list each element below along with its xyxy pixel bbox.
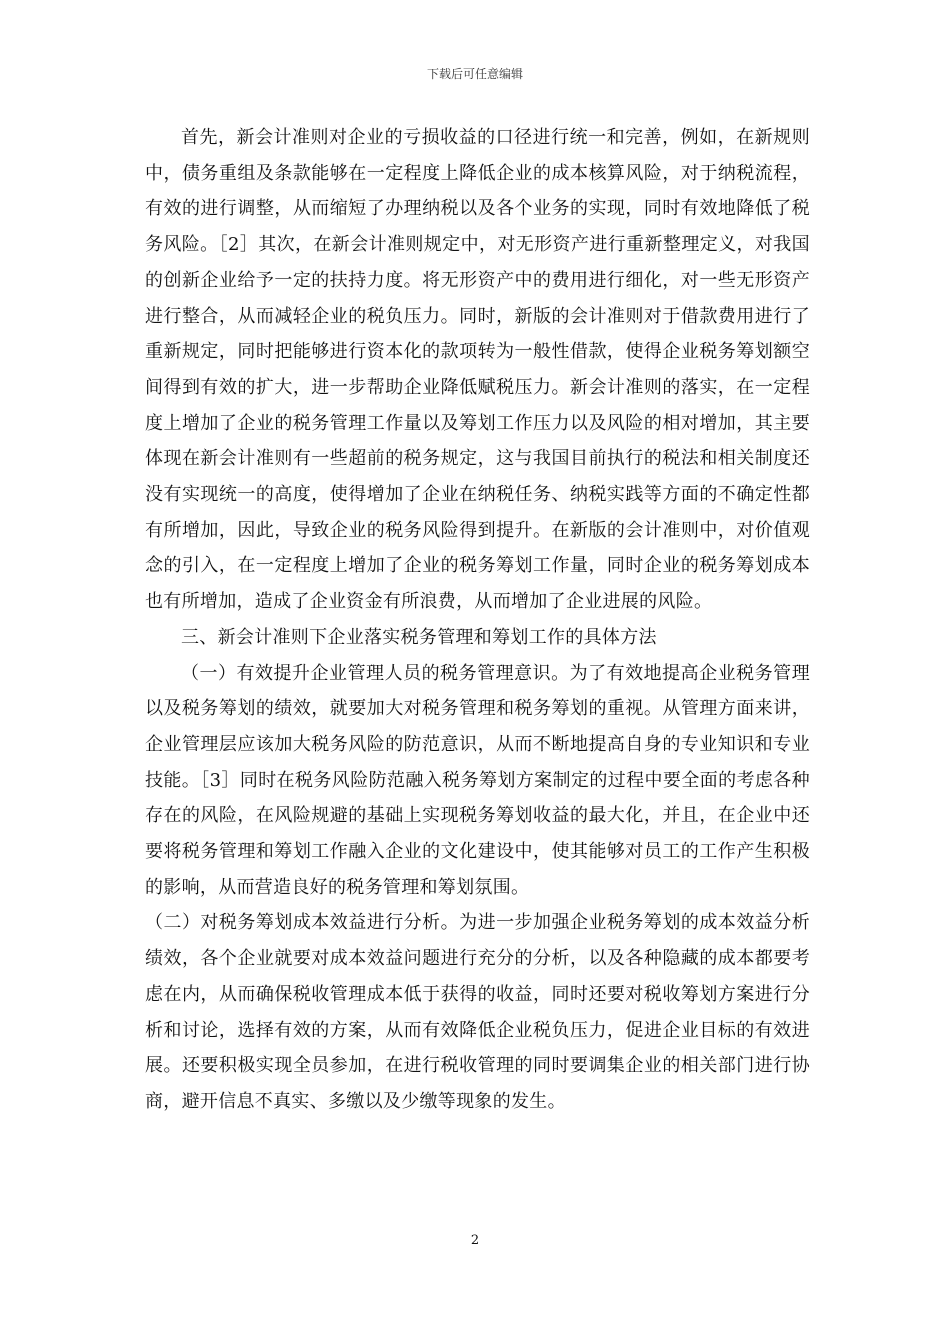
- section-heading-three: 三、新会计准则下企业落实税务管理和筹划工作的具体方法: [181, 626, 657, 648]
- paragraph-first-second: 首先，新会计准则对企业的亏损收益的口径进行统一和完善，例如，在新规则中，债务重组及条款能够在一定程度上降低企业的成本核算风险，对于纳税流程，有效的进行调整，从而缩短了办理纳税以及各个业务的实现，同时有效地降低了税务风险。［2］其次，在新会计准则规定中，对无形资产进行重新整理定义，对我国的创新企业给予一定的扶持力度。将无形资产中的费用进行细化，对一些无形资产进行整合，从而减轻企业的税负压力。同时，新版的会计准则对于借款费用进行了重新规定，同时把能够进行资本化的款项转为一般性借款，使得企业税务筹划额空间得到有效的扩大，进一步帮助企业降低赋税压力。新会计准则的落实，在一定程度上增加了企业的税务管理工作量以及筹划工作压力以及风险的相对增加，其主要体现在新会计准则有一些超前的税务规定，这与我国目前执行的税法和相关制度还没有实现统一的高度，使得增加了企业在纳税任务、纳税实践等方面的不确定性都有所增加，因此，导致企业的税务风险得到提升。在新版的会计准则中，对价值观念的引入，在一定程度上增加了企业的税务筹划工作量，同时企业的税务筹划成本也有所增加，造成了企业资金有所浪费，从而增加了企业进展的风险。: [145, 127, 810, 613]
- page-number: 2: [470, 1233, 480, 1248]
- paragraph-subsection-one: （一）有效提升企业管理人员的税务管理意识。为了有效地提高企业税务管理以及税务筹划的绩效，就要加大对税务管理和税务筹划的重视。从管理方面来讲，企业管理层应该加大税务风险的防范意识，从而不断地提高自身的专业知识和专业技能。［3］同时在税务风险防范融入税务筹划方案制定的过程中要全面的考虑各种存在的风险，在风险规避的基础上实现税务筹划收益的最大化，并且，在企业中还要将税务管理和筹划工作融入企业的文化建设中，使其能够对员工的工作产生积极的影响，从而营造良好的税务管理和筹划氛围。: [145, 662, 810, 898]
- document-body: [145, 120, 810, 1120]
- page-header: 下载后可任意编辑: [426, 67, 523, 81]
- paragraph-subsection-two: （二）对税务筹划成本效益进行分析。为进一步加强企业税务筹划的成本效益分析绩效，各个企业就要对成本效益问题进行充分的分析，以及各种隐藏的成本都要考虑在内，从而确保税收管理成本低于获得的收益，同时还要对税收筹划方案进行分析和讨论，选择有效的方案，从而有效降低企业税负压力，促进企业目标的有效进展。还要积极实现全员参加，在进行税收管理的同时要调集企业的相关部门进行协商，避开信息不真实、多缴以及少缴等现象的发生。: [145, 912, 810, 1112]
